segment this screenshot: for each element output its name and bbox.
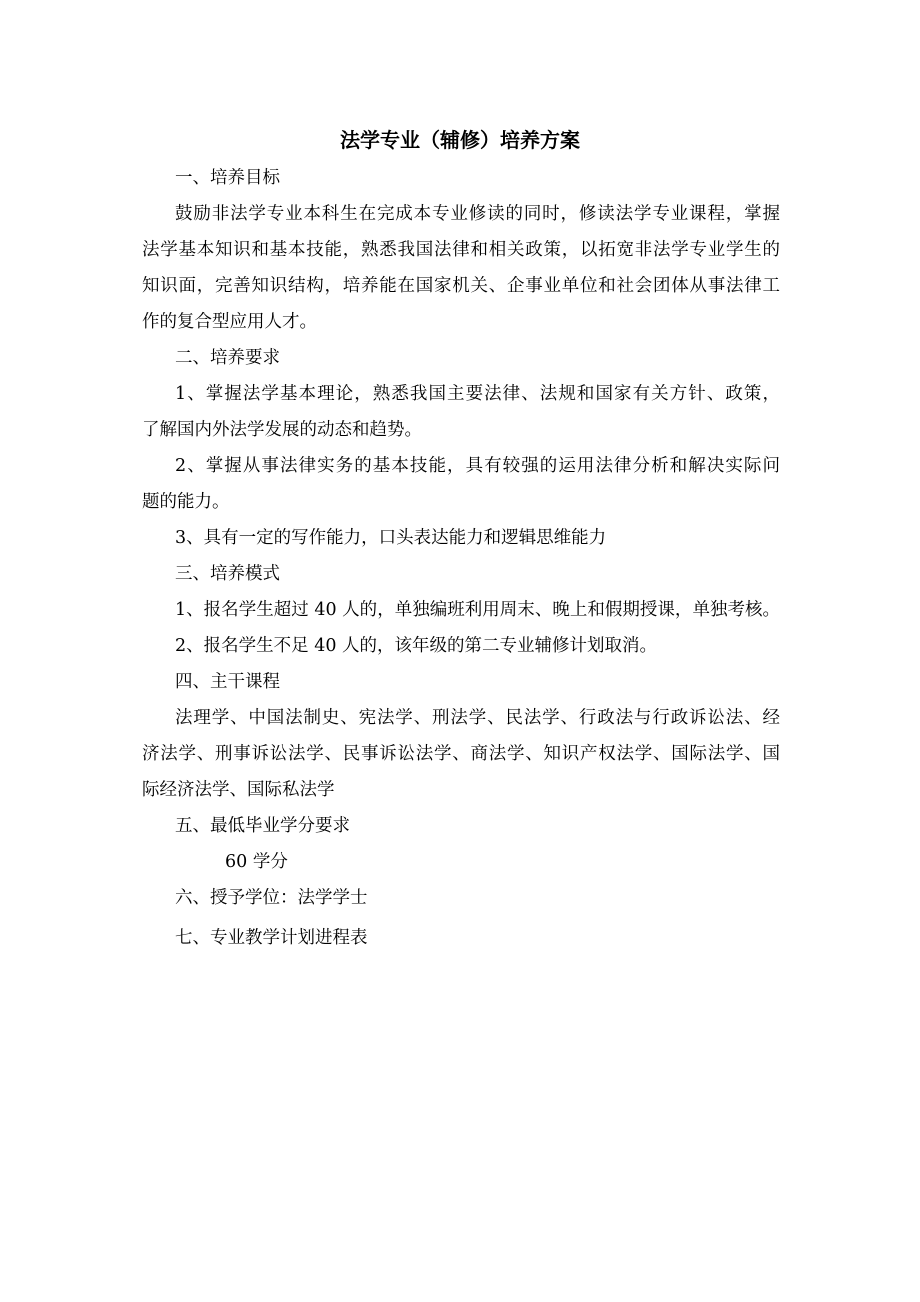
section-heading-core-courses: 四、主干课程 <box>175 672 280 692</box>
section-heading-requirements: 二、培养要求 <box>175 348 280 368</box>
objectives-paragraph-line: 法学基本知识和基本技能，熟悉我国法律和相关政策，以拓宽非法学专业学生的 <box>142 240 780 260</box>
document-title: 法学专业（辅修）培养方案 <box>340 128 580 152</box>
objectives-paragraph-line: 作的复合型应用人才。 <box>142 312 317 332</box>
requirement-item-1-cont: 了解国内外法学发展的动态和趋势。 <box>142 420 422 440</box>
core-courses-line: 际经济法学、国际私法学 <box>142 780 335 800</box>
core-courses-line: 法理学、中国法制史、宪法学、刑法学、民法学、行政法与行政诉讼法、经 <box>175 708 780 728</box>
section-heading-degree: 六、授予学位：法学学士 <box>175 888 368 908</box>
section-heading-mode: 三、培养模式 <box>175 564 280 584</box>
section-heading-schedule: 七、专业教学计划进程表 <box>175 928 368 948</box>
requirement-item-2: 2、掌握从事法律实务的基本技能，具有较强的运用法律分析和解决实际问 <box>175 456 780 476</box>
objectives-paragraph-line: 知识面，完善知识结构，培养能在国家机关、企事业单位和社会团体从事法律工 <box>142 276 780 296</box>
requirement-item-2-cont: 题的能力。 <box>142 492 230 512</box>
min-credits-value: 60 学分 <box>225 852 288 872</box>
section-heading-min-credits: 五、最低毕业学分要求 <box>175 816 350 836</box>
core-courses-line: 济法学、刑事诉讼法学、民事诉讼法学、商法学、知识产权法学、国际法学、国 <box>142 744 780 764</box>
mode-item-2: 2、报名学生不足 40 人的，该年级的第二专业辅修计划取消。 <box>175 636 658 656</box>
section-heading-objectives: 一、培养目标 <box>175 168 280 188</box>
requirement-item-3: 3、具有一定的写作能力，口头表达能力和逻辑思维能力 <box>175 528 607 548</box>
mode-item-1: 1、报名学生超过 40 人的，单独编班利用周末、晚上和假期授课，单独考核。 <box>175 600 780 620</box>
objectives-paragraph-line: 鼓励非法学专业本科生在完成本专业修读的同时，修读法学专业课程，掌握 <box>175 204 780 224</box>
requirement-item-1: 1、掌握法学基本理论，熟悉我国主要法律、法规和国家有关方针、政策， <box>175 384 780 404</box>
